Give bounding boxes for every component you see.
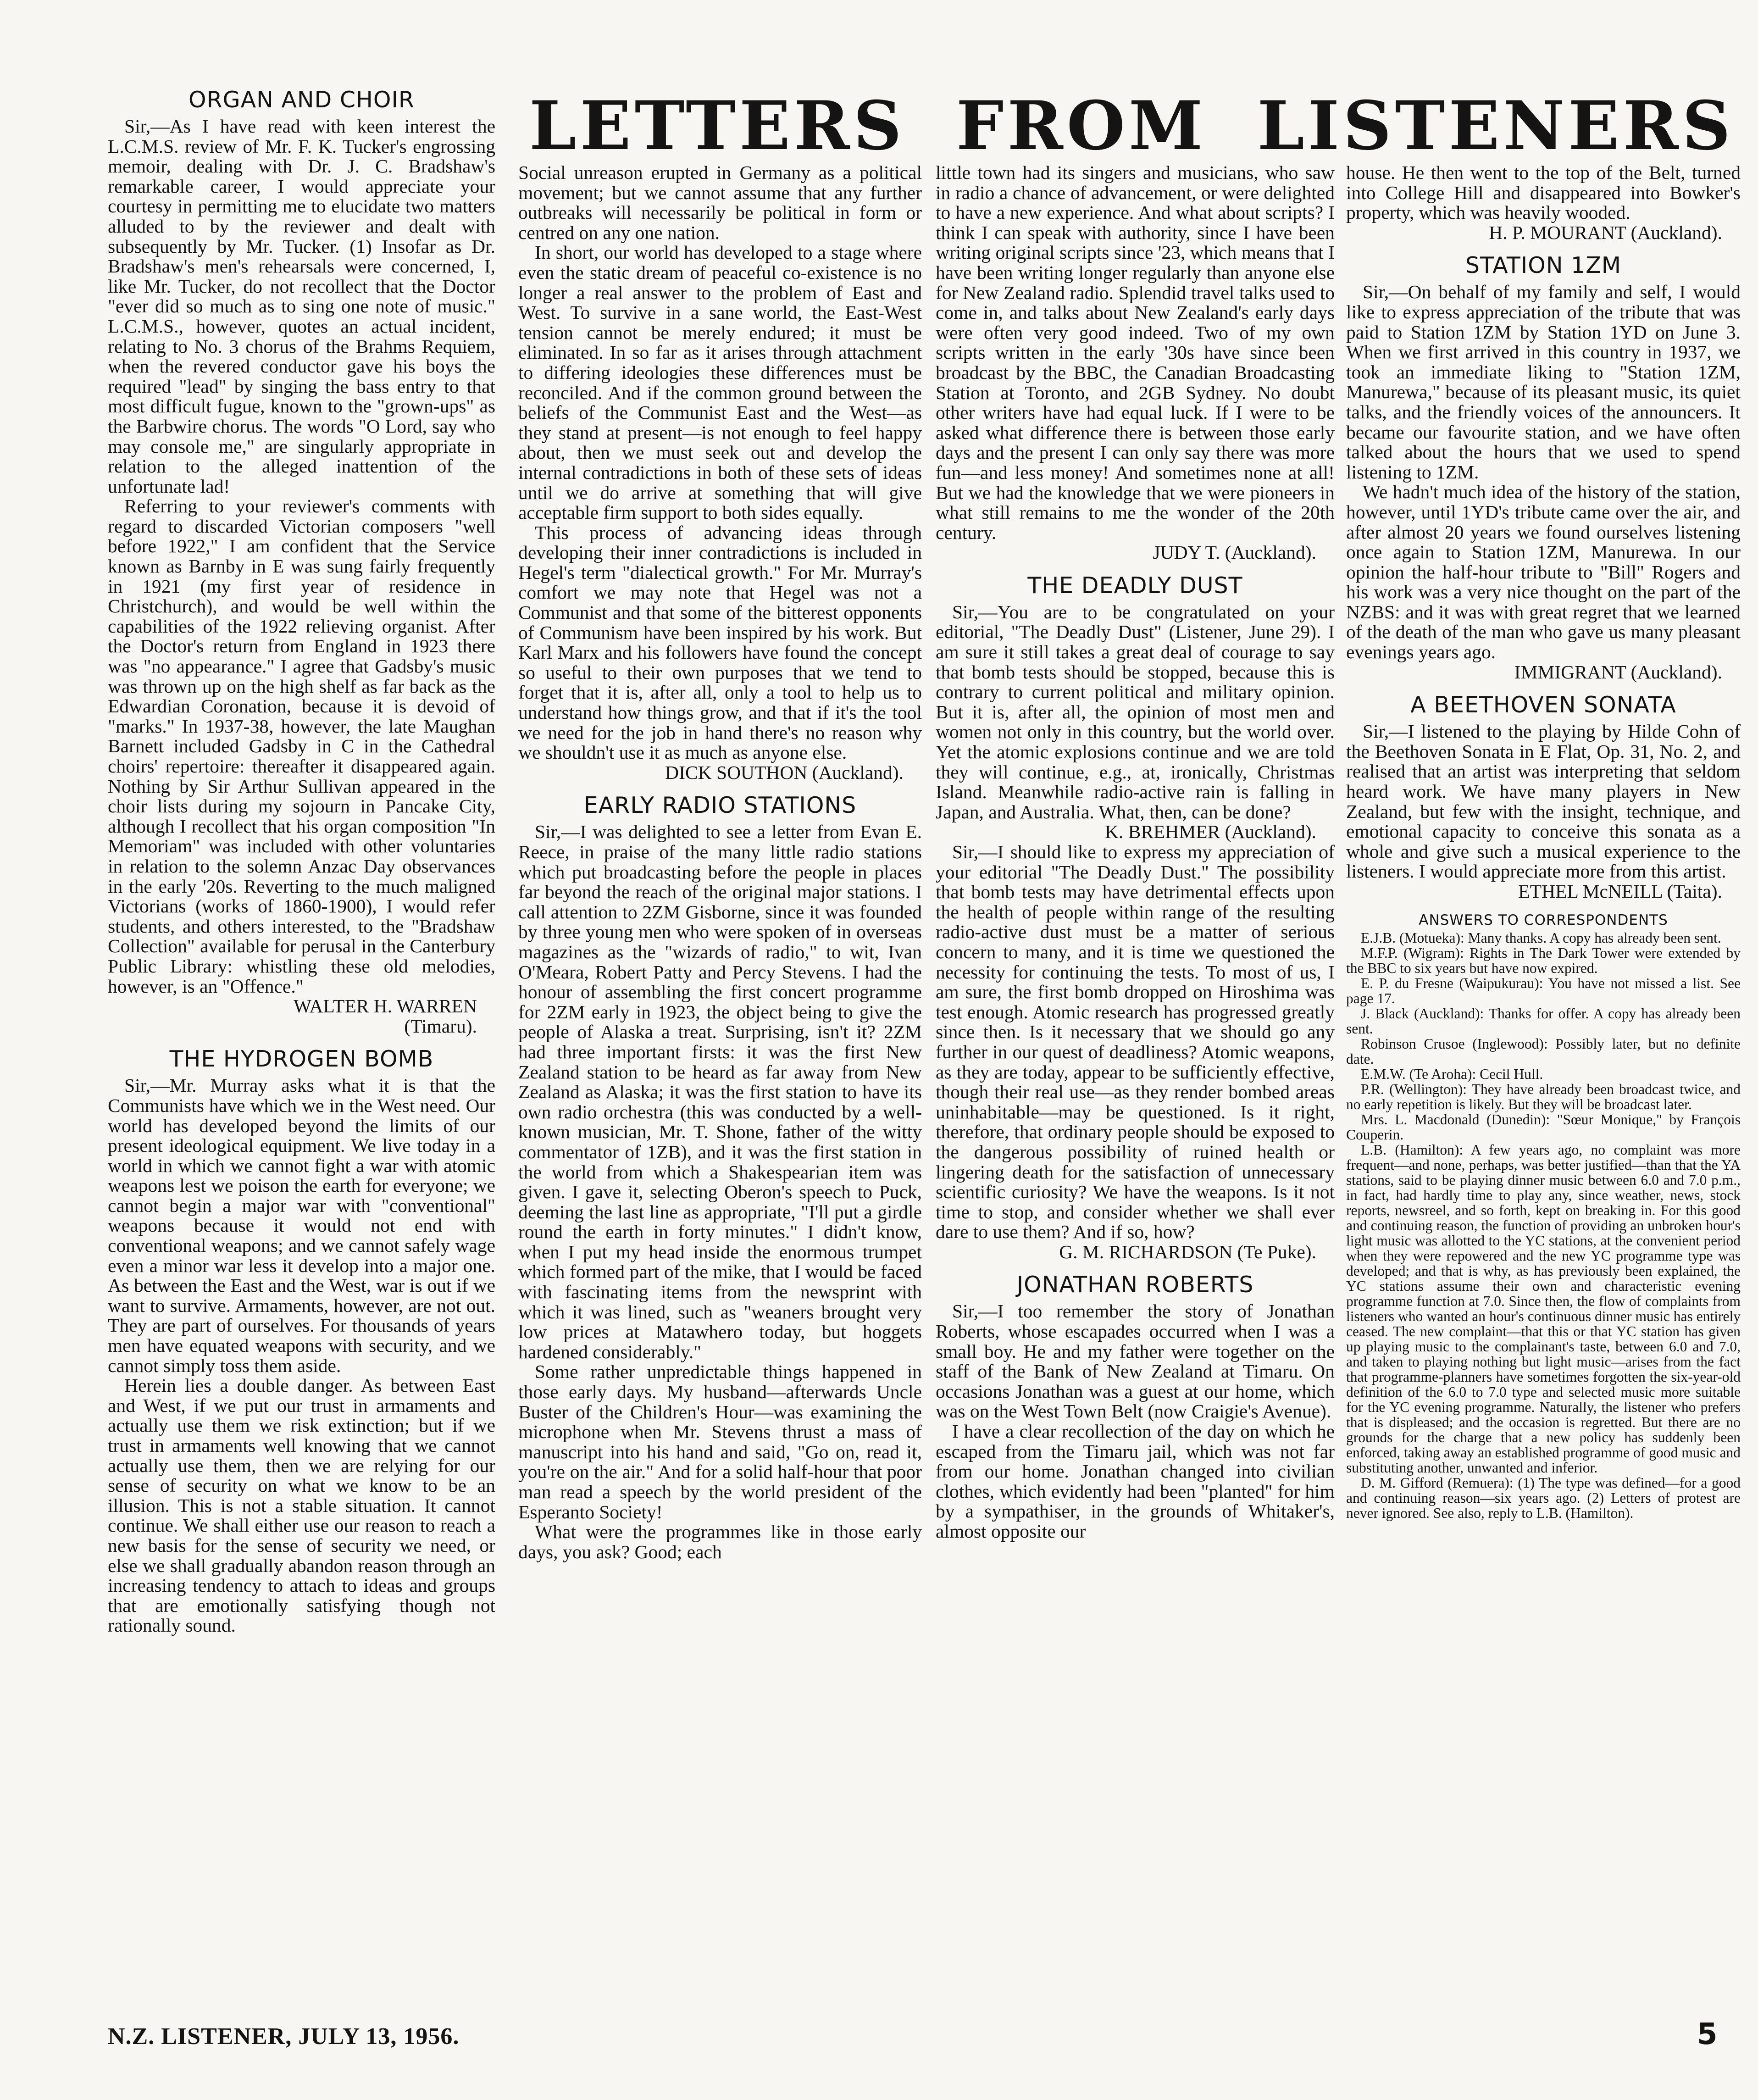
answer-item: Robinson Crusoe (Inglewood): Possibly later, but no definite date. xyxy=(1346,1035,1741,1067)
letter-paragraph: Sir,—As I have read with keen interest the L.C.M.S. review of Mr. F. K. Tucker's engrossing memoir, dealing with Dr. J. C. Bradshaw's remarkable career, I would appreciate your courtesy in permitting me to elucidate two matters alluded to by the reviewer and dealt with subsequently by Mr. Tucker. (1) Insofar as Dr. Bradshaw's men's rehearsals were concerned, I, like Mr. Tucker, do not recollect that the Doctor "ever did so much as to sing one note of music." L.C.M.S., however, quotes an actual incident, relating to No. 3 chorus of the Brahms Requiem, when the revered conductor gave his boys the required "lead" by singing the bass entry to that most difficult fugue, known to the "grown-ups" as the Barbwire chorus. The words "O Lord, say who may console me," are singularly appropriate in relation to the alleged inattention of the unfortunate lad! xyxy=(108,116,495,497)
letter-paragraph: Sir,—I listened to the playing by Hilde Cohn of the Beethoven Sonata in E Flat, Op. 31, No. 2, and realised that an artist was interpreting that seldom heard work. We have many players in New Zealand, but few with the insight, technique, and emotional capacity to conceive this sonata as a whole and give such a musical experience to the listeners. I would appreciate more from this artist. xyxy=(1346,721,1741,882)
letter-signature: DICK SOUTHON (Auckland). xyxy=(665,761,904,783)
answer-item: L.B. (Hamilton): A few years ago, no complaint was more frequent—and none, perhaps, was better justified—than that the YA stations, said to be playing dinner music between 6.0 and 7.0 p.m., in fact, had hardly time to play any, since weather, news, stock reports, newsreel, and so forth, kept on breaking in. For this good and continuing reason, the function of providing an unbroken hour's light music was allotted to the YC stations, at the convenient period when they were repowered and the new YC programme type was developed; and that is why, as has previously been explained, the YC stations assume their own and characteristic evening programme function at 7.0. Since then, the flow of complaints from listeners who wanted an hour's continuous dinner music has entirely ceased. The new complaint—that this or that YC station has given up playing music to the complainant's taste, between 6.0 and 7.0, and taken to playing nothing but light music—arises from the fact that programme-planners have sometimes forgotten the six-year-old definition of the 6.0 to 7.0 type and selected music more suitable for the YC evening programme. Naturally, the listener who prefers that is displeased; and the occasion is regretted. But there are no grounds for the charge that a new policy has suddenly been enforced, taking away an established programme of good music and substituting another, unwanted and inferior. xyxy=(1346,1141,1741,1476)
column-1 xyxy=(108,87,495,1994)
letter-paragraph: In short, our world has developed to a stage where even the static dream of peaceful co-existence is no longer a real answer to the problem of East and West. To survive in a sane world, the East-West tension cannot be merely endured; it must be eliminated. In so far as it arises through attachment to differing ideologies these differences must be reconciled. And if the common ground between the beliefs of the Communist East and the West—as they stand at present—is not enough to feel happy about, then we must seek out and develop the internal contradictions in both of these sets of ideas until we do arrive at something that will give acceptable firm support to both sides equally. xyxy=(518,242,922,523)
letter-paragraph: Sir,—Mr. Murray asks what it is that the Communists have which we in the West need. Our world has developed beyond the limits of our present ideological equipment. We live today in a world in which we cannot fight a war with atomic weapons lest we poison the earth for everyone; we cannot begin a major war with "conventional" weapons because it would not end with conventional weapons; and we cannot safely wage even a minor war less it develop into a major one. As between the East and the West, war is out if we want to survive. Armaments, however, are not out. They are part of ourselves. For thousands of years men have equated weapons with security, and we cannot simply toss them aside. xyxy=(108,1075,495,1376)
column-2 xyxy=(518,163,922,1994)
answer-item: Mrs. L. Macdonald (Dunedin): "Sœur Monique," by François Couperin. xyxy=(1346,1111,1741,1143)
letter-signature: IMMIGRANT (Auckland). xyxy=(1514,661,1722,683)
letter-signature-place: (Timaru). xyxy=(404,1015,477,1037)
letter-heading-organ-and-choir: ORGAN AND CHOIR xyxy=(189,87,415,113)
answer-item: E.J.B. (Motueka): Many thanks. A copy has already been sent. xyxy=(1361,929,1721,946)
letter-heading-hydrogen-bomb: THE HYDROGEN BOMB xyxy=(169,1046,434,1072)
letter-heading-beethoven-sonata: A BEETHOVEN SONATA xyxy=(1410,692,1676,718)
letter-signature: K. BREHMER (Auckland). xyxy=(1104,821,1316,843)
letter-heading-jonathan-roberts: JONATHAN ROBERTS xyxy=(1016,1272,1254,1298)
page-number: 5 xyxy=(1697,2017,1718,2051)
letter-paragraph: I have a clear recollection of the day on which he escaped from the Timaru jail, which was not far from our home. Jonathan changed into civilian clothes, which evidently had been "planted" for him by a sympathiser, in the grounds of Whitaker's, almost opposite our xyxy=(936,1421,1335,1542)
letter-signature: JUDY T. (Auckland). xyxy=(1153,542,1316,563)
answer-item: E. P. du Fresne (Waipukurau): You have not missed a list. See page 17. xyxy=(1346,975,1741,1006)
footer-publication-date: N.Z. LISTENER, JULY 13, 1956. xyxy=(108,2023,460,2050)
letter-signature: H. P. MOURANT (Auckland). xyxy=(1489,222,1722,243)
letter-paragraph: Sir,—I should like to express my appreciation of your editorial "The Deadly Dust." The possibility that bomb tests may have detrimental effects upon the health of people within range of the resulting radio-active dust must be a matter of serious concern to many, and it is time we questioned the necessity for continuing the tests. To most of us, I am sure, the first bomb dropped on Hiroshima was test enough. Atomic research has progressed greatly since then. Is it necessary that we should go any further in our quest of deadliness? Atomic weapons, as they are today, appear to be sufficiently effective, though their real use—as they render bombed areas uninhabitable—may be questioned. Is it right, therefore, that ordinary people should be exposed to the dangerous possibility of ruined health or lingering death for the satisfaction of unnecessary scientific curiosity? We have the weapons. Is it not time to stop, and consider whether we shall ever dare to use them? And if so, how? xyxy=(936,841,1335,1243)
column-3 xyxy=(936,163,1335,1994)
letter-paragraph: This process of advancing ideas through developing their inner contradictions is included in Hegel's term "dialectical growth." For Mr. Murray's comfort we may note that Hegel was not a Communist and that some of the bitterest opponents of Communism have been inspired by his work. But Karl Marx and his followers have found the concept so useful to their own purposes that we tend to forget that it is, after all, only a tool to help us to understand how things grow, and that if it's the tool we need for the job in hand there's no reason why we shouldn't use it as much as anyone else. xyxy=(518,522,922,763)
column-4 xyxy=(1346,163,1741,1994)
letter-paragraph: little town had its singers and musicians, who saw in radio a chance of advancement, or were delighted to have a new experience. And what about scripts? I think I can speak with authority, since I have been writing original scripts since '23, which means that I have been writing longer regularly than anyone else for New Zealand radio. Splendid travel talks used to come in, and talks about New Zealand's early days were often very good indeed. Two of my own scripts written in the early '30s have since been broadcast by the BBC, the Canadian Broadcasting Station at Toronto, and 2GB Sydney. No doubt other writers have had equal luck. If I were to be asked what difference there is between those early days and the present I can only say there was more fun—and less money! And sometimes none at all! But we had the knowledge that we were pioneers in what still remains to me the wonder of the 20th century. xyxy=(936,163,1335,543)
letter-signature: G. M. RICHARDSON (Te Puke). xyxy=(1059,1241,1316,1262)
answer-item: P.R. (Wellington): They have already been broadcast twice, and no early repetition is likely. But they will be broadcast later. xyxy=(1346,1081,1741,1112)
letter-paragraph: Herein lies a double danger. As between East and West, if we put our trust in armaments and actually use them we risk extinction; but if we trust in armaments well knowing that we cannot actually use them, then we are relying for our sense of security on what we know to be an illusion. This is not a stable situation. It cannot continue. We shall either use our reason to reach a new basis for the sense of security we need, or else we shall gradually abandon reason through an increasing tendency to attach to ideas and groups that are emotionally satisfying though not rationally sound. xyxy=(108,1375,495,1636)
letter-heading-early-radio-stations: EARLY RADIO STATIONS xyxy=(583,792,857,819)
answer-item: J. Black (Auckland): Thanks for offer. A copy has already been sent. xyxy=(1346,1005,1741,1037)
letter-paragraph: Social unreason erupted in Germany as a political movement; but we cannot assume that any further outbreaks will necessarily be political in form or centred on any one nation. xyxy=(518,163,922,243)
page-masthead: LETTERS FROM LISTENERS xyxy=(529,87,1735,165)
answer-item: D. M. Gifford (Remuera): (1) The type was defined—for a good and continuing reason—six years ago. (2) Letters of protest are never ignored. See also, reply to L.B. (Hamilton). xyxy=(1346,1474,1741,1521)
answers-heading: ANSWERS TO CORRESPONDENTS xyxy=(1419,911,1668,928)
letter-signature: WALTER H. WARREN xyxy=(293,995,477,1017)
letter-paragraph: Sir,—I was delighted to see a letter from Evan E. Reece, in praise of the many little radio stations which put broadcasting before the people in places far beyond the reach of the original major stations. I call attention to 2ZM Gisborne, since it was founded by three young men who were spoken of in overseas magazines as the "wizards of radio," to wit, Ivan O'Meara, Robert Patty and Percy Stevens. I had the honour of assembling the first concert programme for 2ZM early in 1923, the object being to give the people of Alaska a treat. Surprising, isn't it? 2ZM had three important firsts: it was the first New Zealand station to be heard as far away from New Zealand as Alaska; it was the first station to have its own radio orchestra (this was conducted by a well-known musician, Mr. T. Shone, father of the witty commentator of 1ZB), and it was the first station in the world from which a Shakespearian item was given. I gave it, selecting Oberon's speech to Puck, deeming the last line as appropriate, "I'll put a girdle round the earth in forty minutes." I didn't know, when I put my head inside the enormous trumpet which formed part of the mike, that I would be faced with fascinating items from the newsprint with which it was lined, such as "weaners brought very low prices at Matawhero today, but hoggets hardened considerably." xyxy=(518,821,922,1362)
letter-paragraph: Sir,—You are to be congratulated on your editorial, "The Deadly Dust" (Listener, June 29). I am sure it still takes a great deal of courage to say that bomb tests should be stopped, because this is contrary to current political and military opinion. But it is, after all, the opinion of most men and women not only in this country, but the world over. Yet the atomic explosions continue and we are told they will continue, e.g., at, ironically, Christmas Island. Meanwhile radio-active rain is falling in Japan, and Australia. What, then, can be done? xyxy=(936,601,1335,822)
letter-paragraph: Referring to your reviewer's comments with regard to discarded Victorian composers "well before 1922," I am confident that the Service known as Barnby in E was sung fairly frequently in 1921 (my first year of residence in Christchurch), and would be well within the capabilities of the 1922 relieving organist. After the Doctor's return from England in 1923 there was "no appearance." I agree that Gadsby's music was thrown up on the high shelf as far back as the Edwardian Coronation, because it is devoid of "marks." In 1937-38, however, the late Maughan Barnett included Gadsby in C in the Cathedral choirs' repertoire: thereafter it disappeared again. Nothing by Sir Arthur Sullivan appeared in the choir lists during my sojourn in Pancake City, although I recollect that his organ composition "In Memoriam" was included with other voluntaries in relation to the solemn Anzac Day observances in the early '20s. Reverting to the much maligned Victorians (works of 1860-1900), I would refer students, and others interested, to the "Bradshaw Collection" available for perusal in the Canterbury Public Library: whistling these old melodies, however, is an "Offence." xyxy=(108,495,495,997)
letter-paragraph: We hadn't much idea of the history of the station, however, until 1YD's tribute came over the air, and after almost 20 years we found ourselves listening once again to Station 1ZM, Manurewa. In our opinion the half-hour tribute to "Bill" Rogers and his work was a very nice thought on the part of the NZBS: and it was with great regret that we learned of the death of the man who gave us many pleasant evenings years ago. xyxy=(1346,481,1741,663)
answer-item: E.M.W. (Te Aroha): Cecil Hull. xyxy=(1361,1066,1543,1082)
letter-paragraph: Sir,—I too remember the story of Jonathan Roberts, whose escapades occurred when I was a small boy. He and my father were together on the staff of the Bank of New Zealand at Timaru. On occasions Jonathan was a guest at our home, which was on the West Town Belt (now Craigie's Avenue). xyxy=(936,1300,1335,1422)
letter-paragraph: What were the programmes like in those early days, you ask? Good; each xyxy=(518,1521,922,1562)
letter-paragraph: Sir,—On behalf of my family and self, I would like to express appreciation of the tribute that was paid to Station 1ZM by Station 1YD on June 3. When we first arrived in this country in 1937, we took an immediate liking to "Station 1ZM, Manurewa," because of its pleasant music, its quiet talks, and the friendly voices of the announcers. It became our favourite station, and we have often talked about the hours that we used to spend listening to 1ZM. xyxy=(1346,281,1741,483)
letter-paragraph: Some rather unpredictable things happened in those early days. My husband—afterwards Uncle Buster of the Children's Hour—was examining the microphone when Mr. Stevens thrust a mass of manuscript into his hand and said, "Go on, read it, you're on the air." And for a solid half-hour that poor man read a speech by the world president of the Esperanto Society! xyxy=(518,1361,922,1522)
letter-heading-station-1zm: STATION 1ZM xyxy=(1465,252,1622,279)
letter-signature: ETHEL McNEILL (Taita). xyxy=(1518,881,1722,902)
letter-heading-deadly-dust: THE DEADLY DUST xyxy=(1027,572,1243,599)
letter-paragraph: house. He then went to the top of the Belt, turned into College Hill and disappeared into Bowker's property, which was heavily wooded. xyxy=(1346,163,1741,223)
answer-item: M.F.P. (Wigram): Rights in The Dark Tower were extended by the BBC to six years but have now expired. xyxy=(1346,944,1741,976)
